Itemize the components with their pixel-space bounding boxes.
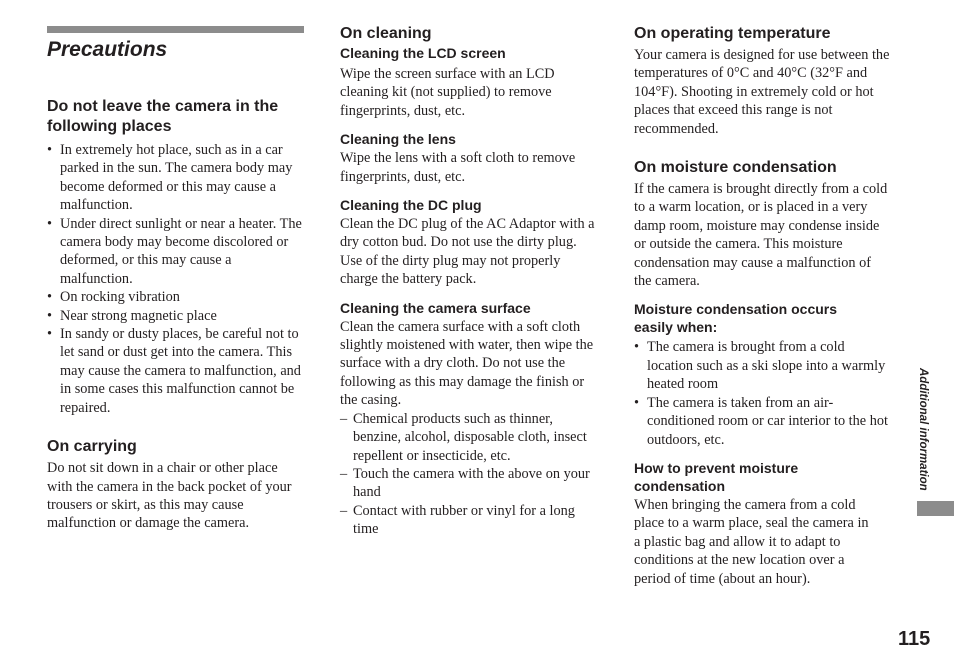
places-list bbox=[47, 141, 305, 417]
title-bar bbox=[47, 26, 304, 33]
list-item: • Near strong magnetic place bbox=[47, 307, 305, 325]
section-heading-places: Do not leave the camera in the following places bbox=[47, 98, 279, 135]
subheading-lens: Cleaning the lens bbox=[340, 131, 456, 148]
list-item: – Contact with rubber or vinyl for a long time bbox=[340, 502, 598, 539]
column-right bbox=[634, 24, 892, 588]
section-heading-carrying: On carrying bbox=[47, 438, 137, 456]
prevent-text: When bringing the camera from a cold place to a warm place, seal the camera in a plastic bag and allow it to adapt to conditions at the new location over a period of time (about an hour). bbox=[634, 496, 869, 587]
section-heading-moisture: On moisture condensation bbox=[634, 159, 837, 177]
occurs-list bbox=[634, 338, 892, 448]
lens-text: Wipe the lens with a soft cloth to remove fingerprints, dust, etc. bbox=[340, 150, 576, 185]
list-item: • The camera is taken from an air-conditioned room or car interior to the hot outdoors, etc. bbox=[634, 394, 892, 449]
subheading-lcd: Cleaning the LCD screen bbox=[340, 45, 506, 61]
page-number: 115 bbox=[898, 628, 931, 650]
list-item: • In extremely hot place, such as in a car parked in the sun. The camera body may become deformed or this may cause a malfunction. bbox=[47, 141, 305, 215]
list-item: • The camera is brought from a cold location such as a ski slope into a warmly heated room bbox=[634, 338, 892, 393]
side-tab-label: Additional information bbox=[917, 368, 929, 491]
subheading-prevent: How to prevent moisture condensation bbox=[634, 459, 799, 494]
page-title: Precautions bbox=[47, 38, 168, 61]
list-item: • In sandy or dusty places, be careful not to let sand or dust get into the camera. This may cause the camera to malfunction, and in some cases this malfunction cannot be repaired. bbox=[47, 325, 305, 417]
surface-list bbox=[340, 410, 598, 539]
list-item: • On rocking vibration bbox=[47, 288, 305, 306]
section-heading-cleaning: On cleaning bbox=[340, 25, 432, 42]
carrying-text: Do not sit down in a chair or other place with the camera in the back pocket of your trousers or skirt, as this may cause malfunction or damage the camera. bbox=[47, 460, 292, 532]
list-item: – Touch the camera with the above on your hand bbox=[340, 465, 598, 502]
side-tab-marker bbox=[917, 501, 954, 516]
dc-plug-text: Clean the DC plug of the AC Adaptor with a dry cotton bud. Do not use the dirty plug. Use of the dirty plug may not properly charge the battery pack. bbox=[340, 216, 595, 288]
list-item: • Under direct sunlight or near a heater. The camera body may become discolored or deformed, or this may cause a malfunction. bbox=[47, 215, 305, 289]
column-middle bbox=[340, 24, 598, 539]
surface-text: Clean the camera surface with a soft cloth slightly moistened with water, then wipe the surface with a dry cloth. Do not use the following as this may damage the finish or the casing. bbox=[340, 318, 594, 409]
lcd-text: Wipe the screen surface with an LCD cleaning kit (not supplied) to remove fingerprints, dust, etc. bbox=[340, 66, 555, 119]
section-heading-temperature: On operating temperature bbox=[634, 25, 831, 42]
subheading-occurs: Moisture condensation occurs easily when: bbox=[634, 301, 838, 336]
temperature-text: Your camera is designed for use between the temperatures of 0°C and 40°C (32°F and 104°F). Shooting in extremely cold or hot places that exceed this range is not recommended. bbox=[634, 47, 890, 137]
subheading-dc-plug: Cleaning the DC plug bbox=[340, 197, 482, 214]
list-item: – Chemical products such as thinner, benzine, alcohol, disposable cloth, insect repellent or insecticide, etc. bbox=[340, 410, 598, 465]
subheading-surface: Cleaning the camera surface bbox=[340, 299, 531, 316]
moisture-text: If the camera is brought directly from a cold to a warm location, or is placed in a very damp room, moisture may condense inside or outside the camera. This moisture condensation may cause a malfunction of the camera. bbox=[634, 181, 888, 290]
column-left bbox=[47, 97, 305, 533]
